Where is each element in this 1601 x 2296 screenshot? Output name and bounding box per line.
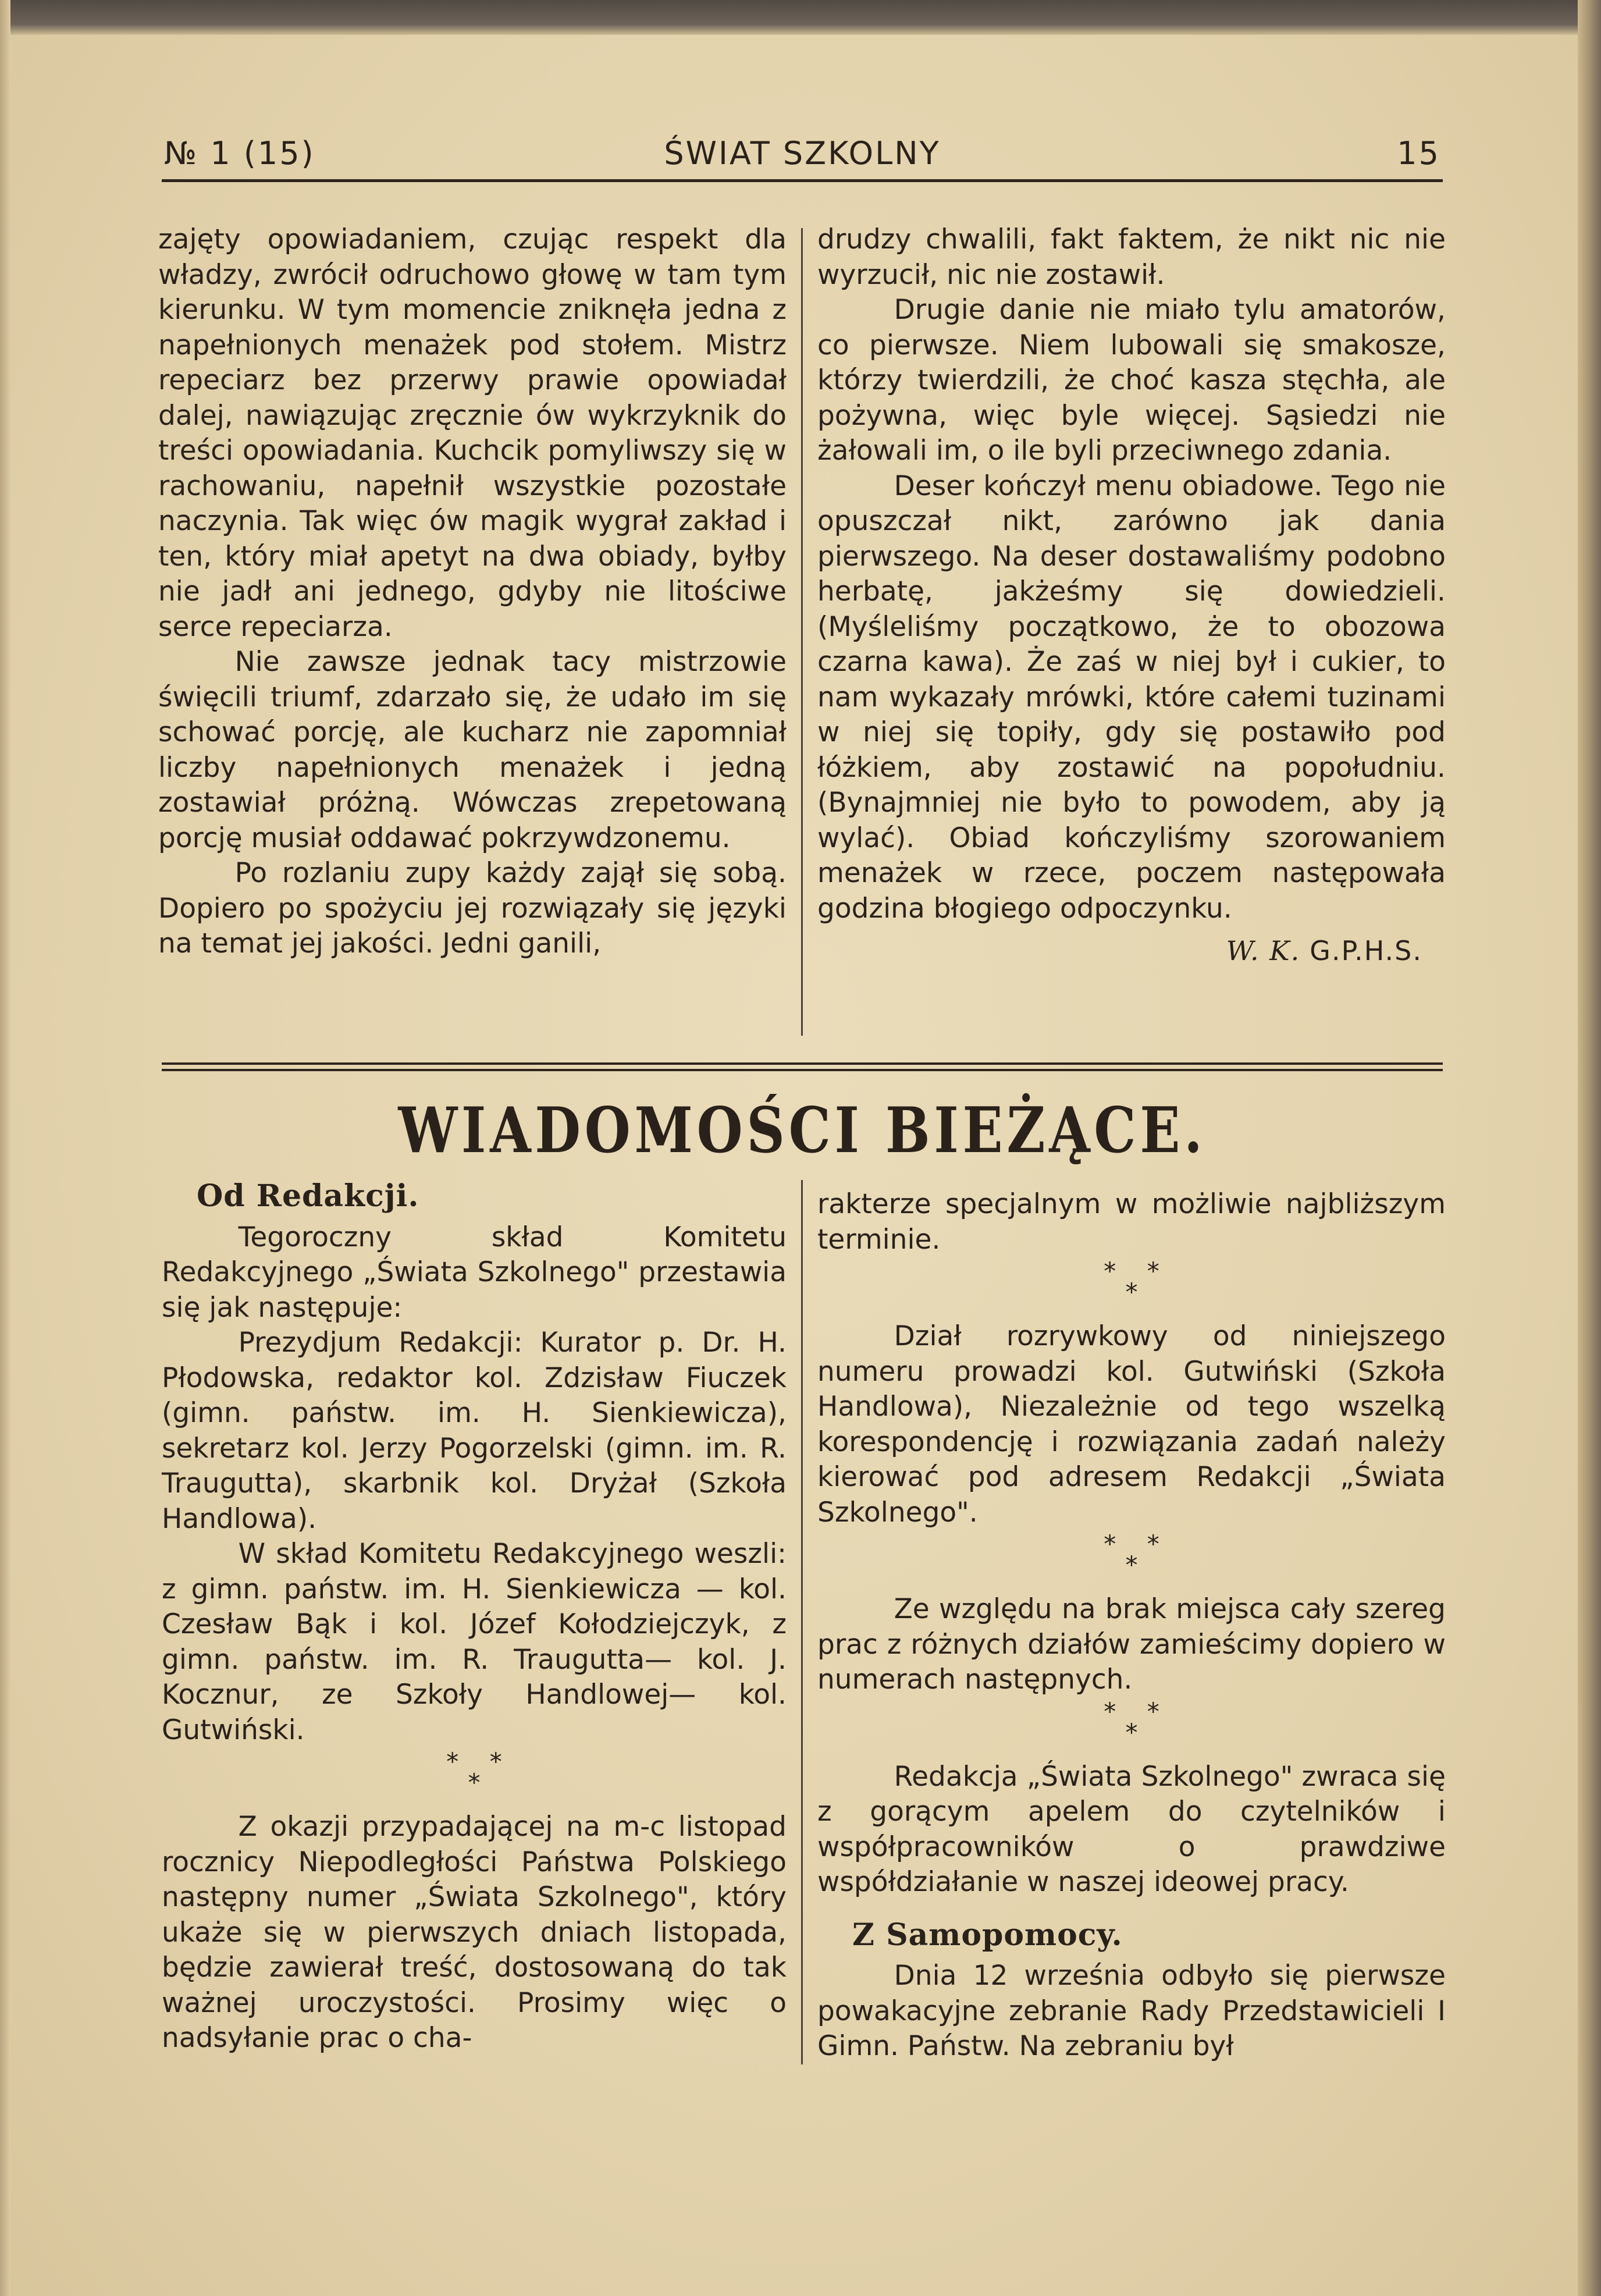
scan-right-edge [1578,0,1601,2296]
author-signature [817,933,1446,969]
news-paragraph: rakterze specjalnym w możliwie najbliższym terminie. [817,1188,1446,1256]
article-left-column [158,222,787,962]
news-right-column [817,1187,1446,2064]
header-rule [162,179,1443,182]
column-divider [801,228,803,1036]
asterism: * * * [1104,1257,1159,1306]
running-head [162,135,1443,182]
self-help-title: Z Samopomocy. [852,1917,1123,1953]
article-paragraph: Nie zawsze jednak tacy mistrzowie święcili triumf, zdarzało się, że udało im się schować porcję, ale kucharz nie zapomniał liczby napełnionych menażek i jedną zostawiał próżną. Wówczas zrepetowaną porcję musiał oddawać pokrzywdzonemu. [158,646,787,854]
editorial-title: Od Redakcji. [197,1178,419,1214]
news-left-column [162,1177,787,2056]
article-paragraph: Po rozlaniu zupy każdy zajął się sobą. Dopiero po spożyciu jej rozwiązały się języki na temat jej jakości. Jedni ganili, [158,857,787,959]
news-heading: WIADOMOŚCI BIEŻĄCE. [398,1094,1207,1167]
article-right-column [817,222,1446,969]
asterism: * * * [446,1747,502,1797]
scan-top-edge [0,0,1601,35]
scan-left-edge [0,0,10,2296]
news-paragraph: Ze względu na brak miejsca cały szereg prac z różnych działów zamieścimy dopiero w numerach następnych. [817,1593,1446,1696]
asterism: * * * [1104,1530,1159,1579]
news-paragraph: Dnia 12 września odbyło się pierwsze powakacyjne zebranie Rady Przedstawicieli I Gimn. Państw. Na zebraniu był [817,1960,1446,2062]
news-paragraph: Redakcja „Świata Szkolnego" zwraca się z gorącym apelem do czytelników i współpracowników o prawdziwe współdziałanie w naszej ideowej pracy. [817,1760,1446,1898]
news-paragraph: Tegoroczny skład Komitetu Redakcyjnego „Świata Szkolnego" przestawia się jak następuje: [162,1221,787,1324]
article-paragraph: drudzy chwalili, fakt faktem, że nikt nic nie wyrzucił, nic nie zostawił. [817,223,1446,291]
news-paragraph: Dział rozrywkowy od niniejszego numeru prowadzi kol. Gutwiński (Szkoła Handlowa), Niezależnie od tego wszelką korespondencję i rozwiązania zadań należy kierować pod adresem Redakcji „Świata Szkolnego". [817,1320,1446,1529]
article-paragraph: zajęty opowiadaniem, czując respekt dla władzy, zwrócił odruchowo głowę w tam tym kierunku. W tym momencie zniknęła jedna z napełnionych menażek pod stołem. Mistrz repeciarz bez przerwy prawie opowiadał dalej, nawiązując zręcznie ów wykrzyknik do treści opowiadania. Kuchcik pomyliwszy się w rachowaniu, napełnił wszystkie pozostałe naczynia. Tak więc ów magik wygrał zakład i ten, który miał apetyt na dwa obiady, byłby nie jadł ani jednego, gdyby nie litościwe serce repeciarza. [158,223,787,643]
asterism: * * * [1104,1697,1159,1747]
news-paragraph: W skład Komitetu Redakcyjnego weszli: z gimn. państw. im. H. Sienkiewicza — kol. Czesław Bąk i kol. Józef Kołodziejczyk, z gimn. państw. im. R. Traugutta— kol. J. Kocznur, ze Szkoły Handlowej— kol. Gutwiński. [162,1538,787,1746]
journal-title: ŚWIAT SZKOLNY [664,135,941,172]
page-number: 15 [1397,135,1440,172]
article-paragraph: Deser kończył menu obiadowe. Tego nie opuszczał nikt, zarówno jak dania pierwszego. Na deser dostawaliśmy podobno herbatę, jakżeśmy się dowiedzieli. (Myśleliśmy początkowo, że to obozowa czarna kawa). Że zaś w niej był i cukier, to nam wykazały mrówki, które całemi tuzinami w niej się topiły, gdy się postawiło pod łóżkiem, aby zostawić na popołudniu. (Bynajmniej nie było to powodem, aby ją wylać). Obiad kończyliśmy szorowaniem menażek w rzece, poczem następowała godzina błogiego odpoczynku. [817,470,1446,925]
issue-number: № 1 (15) [164,135,315,172]
news-paragraph: Z okazji przypadającej na m-c listopad rocznicy Niepodległości Państwa Polskiego następny numer „Świata Szkolnego", który ukaże się w pierwszych dniach listopada, będzie zawierał treść, dostosowaną do tak ważnej uroczystości. Prosimy więc o nadsyłanie prac o cha- [162,1811,787,2054]
signature-initials: W. K. [1226,935,1301,966]
section-double-rule [162,1062,1443,1075]
signature-org: G.P.H.S. [1310,935,1422,966]
article-paragraph: Drugie danie nie miało tylu amatorów, co pierwsze. Niem lubowali się smakosze, którzy twierdzili, że choć kasza stęchła, ale pożywna, więc byle więcej. Sąsiedzi nie żałowali im, o ile byli przeciwnego zdania. [817,294,1446,467]
column-divider [801,1180,803,2064]
news-paragraph: Prezydjum Redakcji: Kurator p. Dr. H. Płodowska, redaktor kol. Zdzisław Fiuczek (gimn. państw. im. H. Sienkiewicza), sekretarz kol. Jerzy Pogorzelski (gimn. im. R. Traugutta), skarbnik kol. Dryżał (Szkoła Handlowa). [162,1327,787,1535]
